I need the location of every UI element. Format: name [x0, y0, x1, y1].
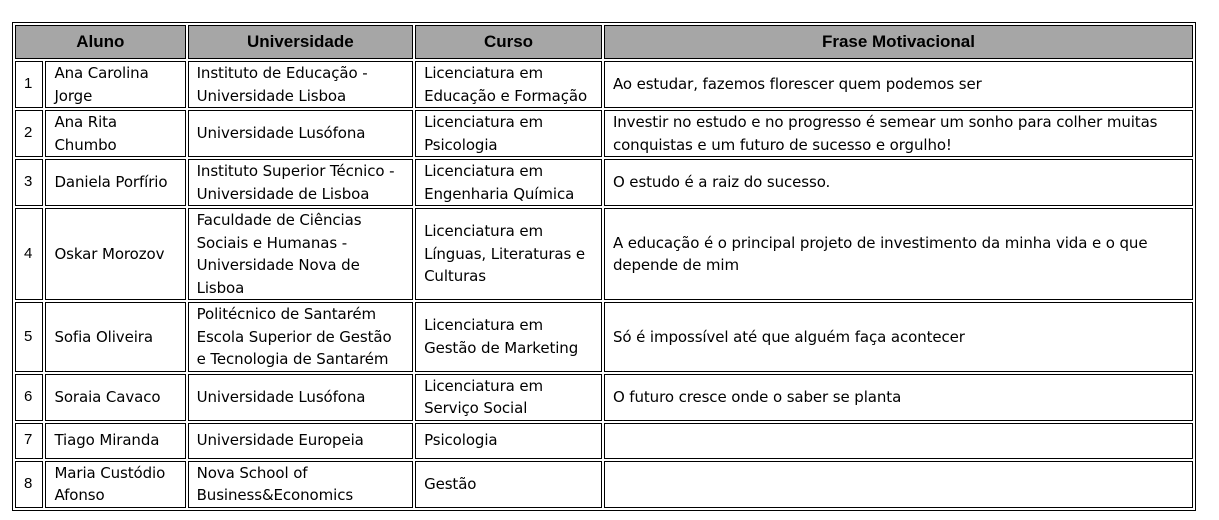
universidade-cell: Instituto de Educação - Universidade Lisboa [188, 61, 413, 108]
frase-cell: A educação é o principal projeto de investimento da minha vida e o que depende de mim [604, 208, 1193, 300]
curso-cell: Licenciatura em Gestão de Marketing [415, 302, 602, 372]
table-row [15, 302, 1193, 372]
table-row [15, 208, 1193, 300]
frase-cell [604, 423, 1193, 459]
curso-cell: Licenciatura em Psicologia [415, 110, 602, 157]
universidade-cell: Instituto Superior Técnico - Universidade de Lisboa [188, 159, 413, 206]
universidade-cell: Nova School of Business&Economics [188, 461, 413, 508]
aluno-cell: Sofia Oliveira [45, 302, 185, 372]
table-row [15, 110, 1193, 157]
curso-cell: Gestão [415, 461, 602, 508]
table-body [15, 61, 1193, 508]
universidade-cell: Universidade Lusófona [188, 374, 413, 421]
table-row [15, 374, 1193, 421]
students-table [12, 22, 1196, 511]
universidade-cell: Faculdade de Ciências Sociais e Humanas - Universidade Nova de Lisboa [188, 208, 413, 300]
header-universidade: Universidade [188, 25, 413, 59]
row-number: 8 [15, 461, 43, 508]
curso-cell: Licenciatura em Educação e Formação [415, 61, 602, 108]
curso-cell: Licenciatura em Engenharia Química [415, 159, 602, 206]
row-number: 5 [15, 302, 43, 372]
aluno-cell: Soraia Cavaco [45, 374, 185, 421]
table-row [15, 461, 1193, 508]
aluno-cell: Ana Carolina Jorge [45, 61, 185, 108]
aluno-cell: Tiago Miranda [45, 423, 185, 459]
table-header [15, 25, 1193, 59]
curso-cell: Licenciatura em Serviço Social [415, 374, 602, 421]
frase-cell [604, 461, 1193, 508]
aluno-cell: Maria Custódio Afonso [45, 461, 185, 508]
row-number: 2 [15, 110, 43, 157]
frase-cell: Só é impossível até que alguém faça acontecer [604, 302, 1193, 372]
table-row [15, 159, 1193, 206]
frase-cell: Ao estudar, fazemos florescer quem podemos ser [604, 61, 1193, 108]
table-row [15, 61, 1193, 108]
header-aluno: Aluno [15, 25, 186, 59]
aluno-cell: Daniela Porfírio [45, 159, 185, 206]
aluno-cell: Oskar Morozov [45, 208, 185, 300]
header-row [15, 25, 1193, 59]
row-number: 7 [15, 423, 43, 459]
frase-cell: O estudo é a raiz do sucesso. [604, 159, 1193, 206]
universidade-cell: Universidade Europeia [188, 423, 413, 459]
curso-cell: Licenciatura em Línguas, Literaturas e Culturas [415, 208, 602, 300]
aluno-cell: Ana Rita Chumbo [45, 110, 185, 157]
curso-cell: Psicologia [415, 423, 602, 459]
table-row [15, 423, 1193, 459]
students-table-container [12, 22, 1196, 511]
row-number: 3 [15, 159, 43, 206]
header-frase-motivacional: Frase Motivacional [604, 25, 1193, 59]
row-number: 6 [15, 374, 43, 421]
row-number: 4 [15, 208, 43, 300]
frase-cell: Investir no estudo e no progresso é semear um sonho para colher muitas conquistas e um futuro de sucesso e orgulho! [604, 110, 1193, 157]
universidade-cell: Universidade Lusófona [188, 110, 413, 157]
frase-cell: O futuro cresce onde o saber se planta [604, 374, 1193, 421]
header-curso: Curso [415, 25, 602, 59]
row-number: 1 [15, 61, 43, 108]
universidade-cell: Politécnico de Santarém Escola Superior de Gestão e Tecnologia de Santarém [188, 302, 413, 372]
